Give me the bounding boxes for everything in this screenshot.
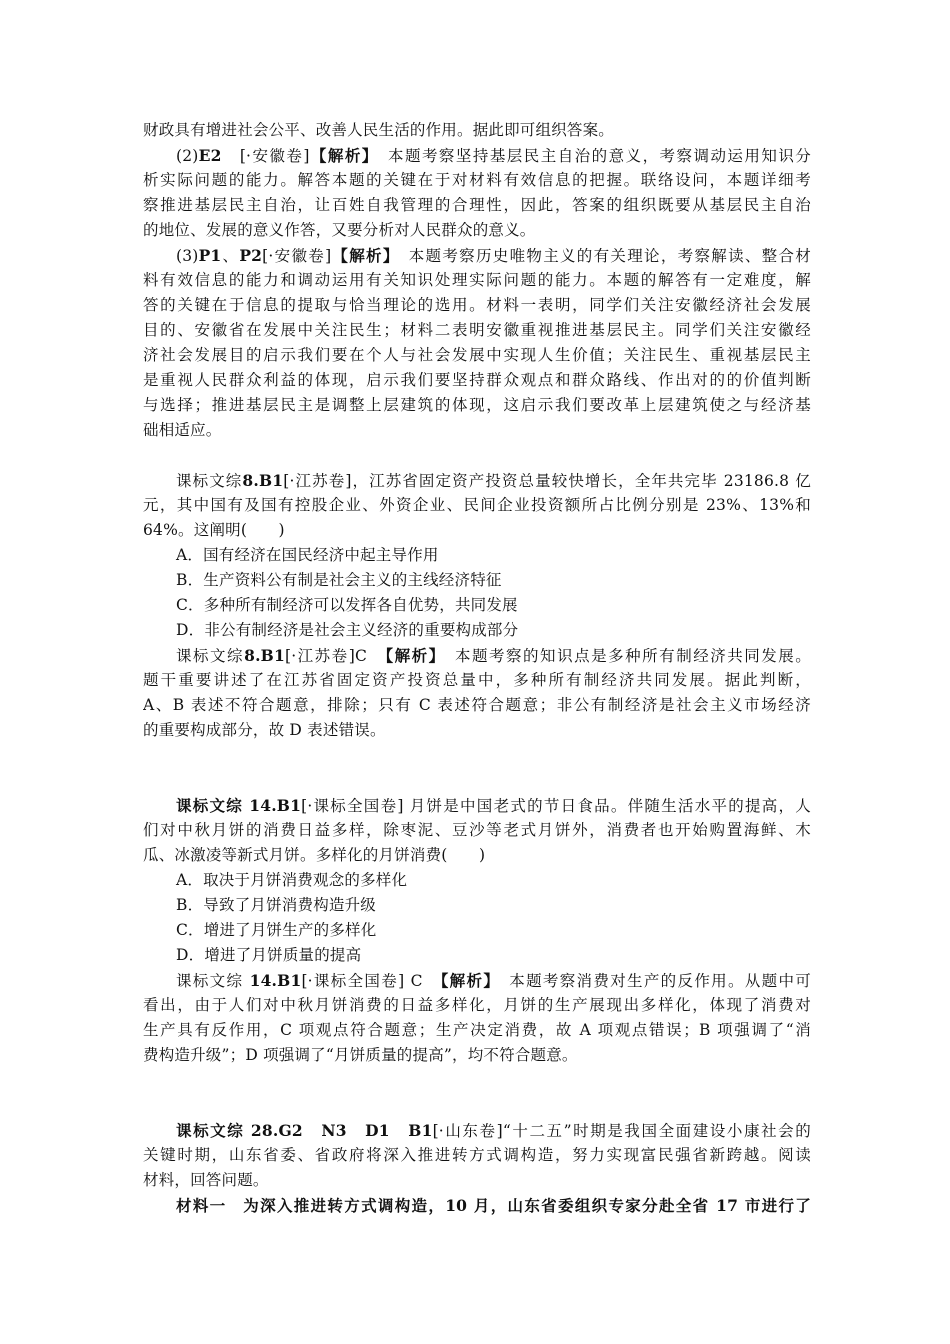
para3-code1: P1: [198, 246, 222, 265]
para3-source: [·安徽卷]: [262, 247, 332, 265]
q8-answer-letter: C: [354, 647, 368, 665]
para3-line4: 目的、安徽省在发展中关注民生；材料二表明安徽重视推进基层民主。同学们关注安徽经: [143, 321, 811, 339]
q8-prefix: 课标文综: [176, 472, 243, 490]
document-page: [143, 118, 811, 1218]
q28-source: [·山东卷]: [432, 1122, 503, 1140]
para2-line2: 析实际问题的能力。解答本题的关键在于对材料有效信息的把握。联络设问，本题详细考: [143, 171, 811, 189]
q14-option-a: A．取决于月饼消费观念的多样化: [176, 871, 408, 889]
q14-answer-line2: 看出，由于人们对中秋月饼消费的日益多样化，月饼的生产展现出多样化，体现了消费对: [143, 996, 811, 1014]
q28-prefix: 课标文综: [176, 1121, 245, 1140]
q8-option-a: A．国有经济在国民经济中起主导作用: [176, 546, 439, 564]
q8-answer-prefix: 课标文综: [176, 647, 245, 665]
q28-code: 28.G2 N3 D1 B1: [250, 1121, 433, 1140]
q14-line1: [143, 793, 811, 818]
para2-line1: [143, 143, 811, 168]
q8-code: 8.B1: [242, 471, 284, 490]
para3-line1-text: 本题考察历史唯物主义的有关理论，考察解读、整合材: [408, 247, 811, 265]
q28-material-text: 为深入推进转方式调构造，10 月，山东省委组织专家分赴全省 17 市进行了: [226, 1196, 811, 1215]
q8-answer-line1-text: 本题考察的知识点是多种所有制经济共同发展。: [454, 647, 811, 665]
q14-answer-line4: 费构造升级”；D 项强调了“月饼质量的提高”，均不符合题意。: [143, 1046, 578, 1064]
q8-answer-code: 8.B1: [244, 646, 285, 665]
q28-line2: 关键时期，山东省委、省政府将深入推进转方式调构造，努力实现富民强省新跨越。阅读: [143, 1146, 811, 1164]
q8-answer-line3: A、B 表述不符合题意，排除；只有 C 表述符合题意；非公有制经济是社会主义市场经济: [143, 696, 811, 714]
q28-material-line1: [143, 1193, 811, 1218]
spacer: [143, 1068, 811, 1118]
para2-analysis-tag: 【解析】: [309, 146, 372, 165]
q14-line1-text: 月饼是中国老式的节日食品。伴随生活水平的提高，人: [409, 797, 811, 815]
para2-source: [·安徽卷]: [239, 147, 310, 165]
q14-answer-line1-text: 本题考察消费对生产的反作用。从题中可: [509, 972, 811, 990]
q14-answer-line1: [143, 968, 811, 993]
q8-answer-line2: 题干重要讲述了在江苏省固定资产投资总量中，多种所有制经济共同发展。据此判断，: [143, 671, 811, 689]
para3-code2: P2: [239, 246, 263, 265]
para1-line: 财政具有增进社会公平、改善人民生活的作用。据此即可组织答案。: [143, 121, 615, 139]
para3-line6: 是重视人民群众利益的体现，启示我们要坚持群众观点和群众路线、作出对的的价值判断: [143, 371, 811, 389]
q14-analysis-tag: 【解析】: [440, 971, 493, 990]
para2-line1-text: 本题考察坚持基层民主自治的意义，考察调动运用知识分: [388, 147, 811, 165]
q8-option-c: C．多种所有制经济可以发挥各自优势，共同发展: [176, 596, 518, 614]
q14-code: 14.B1: [249, 796, 302, 815]
para3-analysis-tag: 【解析】: [331, 246, 392, 265]
para2-num: (2): [176, 147, 199, 165]
para3-line2: 料有效信息的能力和调动运用有关知识处理实际问题的能力。本题的解答有一定难度，解: [143, 271, 811, 289]
q14-answer-line3: 生产具有反作用，C 项观点符合题意；生产决定消费，故 A 项观点错误；B 项强调了“消: [143, 1021, 811, 1039]
q14-answer-prefix: 课标文综: [176, 972, 244, 990]
para3-line7: 与选择；推进基层民主是调整上层建筑的体现，这启示我们要改革上层建筑使之与经济基: [143, 396, 811, 414]
q28-line3: 材料，回答问题。: [143, 1171, 269, 1189]
para3-num: (3): [176, 247, 199, 265]
para2-line3: 察推进基层民主自治，让百姓自我管理的合理性，因此，答案的组织既要从基层民主自治: [143, 196, 811, 214]
q14-line2: 们对中秋月饼的消费日益多样，除枣泥、豆沙等老式月饼外，消费者也开始购置海鲜、木: [143, 821, 811, 839]
q14-source: [·课标全国卷]: [301, 797, 404, 815]
q8-line3: 64%。这阐明( ): [143, 521, 285, 539]
q28-material-label: 材料一: [176, 1196, 227, 1215]
q28-line1: [143, 1118, 811, 1143]
q8-line1-text: ，江苏省固定资产投资总量较快增长，全年共完毕 23186.8 亿: [351, 472, 811, 490]
spacer: [143, 443, 811, 468]
para3-sep: 、: [221, 247, 240, 265]
q8-source: [·江苏卷]: [283, 472, 352, 490]
para2-line4: 的地位、发展的意义作答，又要分析对人民群众的意义。: [143, 221, 536, 239]
q28-line1-text: “十二五”时期是我国全面建设小康社会的: [502, 1122, 811, 1140]
q14-line3: 瓜、冰激凌等新式月饼。多样化的月饼消费( ): [143, 846, 486, 864]
para3-line5: 济社会发展目的启示我们要在个人与社会发展中实现人生价值；关注民生、重视基层民主: [143, 346, 811, 364]
q8-analysis-tag: 【解析】: [385, 646, 438, 665]
q14-answer-source: [·课标全国卷]: [301, 972, 405, 990]
q8-answer-line1: [143, 643, 811, 668]
para2-code: E2: [198, 146, 222, 165]
q8-line1: [143, 468, 811, 493]
q8-line2: 元，其中国有及国有控股企业、外资企业、民间企业投资额所占比例分别是 23%、13%和: [143, 496, 811, 514]
q14-answer-letter: C: [410, 972, 423, 990]
q14-option-c: C．增进了月饼生产的多样化: [176, 921, 377, 939]
spacer: [143, 743, 811, 793]
q14-option-d: D．增进了月饼质量的提高: [176, 946, 362, 964]
para3-line3: 答的关键在于信息的提取与恰当理论的选用。材料一表明，同学们关注安徽经济社会发展: [143, 296, 811, 314]
para3-line1: [143, 243, 811, 268]
q14-option-b: B．导致了月饼消费构造升级: [176, 896, 376, 914]
q8-option-b: B．生产资料公有制是社会主义的主线经济特征: [176, 571, 502, 589]
q8-answer-source: [·江苏卷]: [284, 647, 355, 665]
q8-option-d: D．非公有制经济是社会主义经济的重要构成部分: [176, 621, 519, 639]
q8-answer-line4: 的重要构成部分，故 D 表述错误。: [143, 721, 386, 739]
q14-prefix: 课标文综: [176, 796, 244, 815]
q14-answer-code: 14.B1: [249, 971, 302, 990]
para3-line8: 础相适应。: [143, 421, 222, 439]
